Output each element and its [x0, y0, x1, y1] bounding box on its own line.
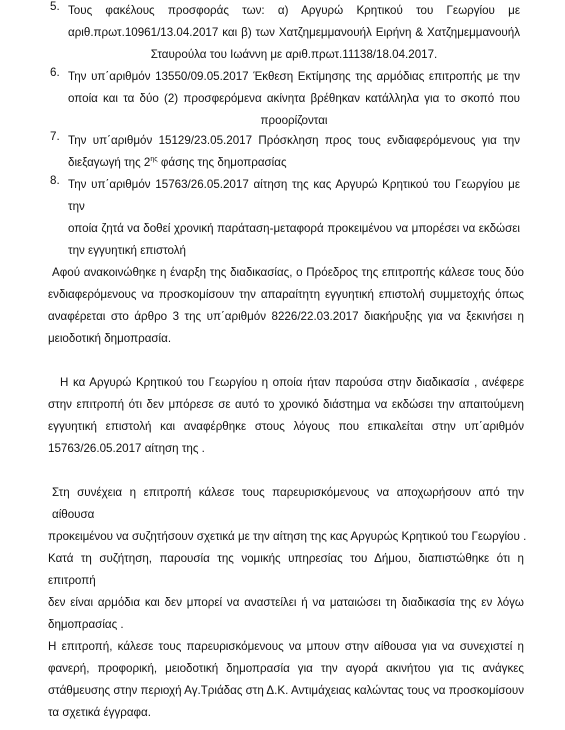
paragraph-2 — [48, 372, 524, 460]
list-item-line: οποία και τα δύο (2) προσφερόμενα ακίνητα βρέθηκαν κατάλληλα για το σκοπό που — [68, 92, 520, 105]
list-item-7 — [50, 130, 520, 174]
paragraph-line: εγγυητική επιστολή και αναφέρθηκε στους λόγους που επικαλείται στην υπ΄αριθμόν — [48, 420, 524, 433]
list-item-5 — [50, 0, 520, 66]
paragraph-3 — [48, 482, 527, 548]
paragraph-line: Η επιτροπή, κάλεσε τους παρευρισκόμενους να μπουν στην αίθουσα για να συνεχιστεί η — [48, 640, 524, 653]
list-item-number: 8. — [50, 174, 60, 187]
paragraph-line: Αφού ανακοινώθηκε η έναρξη της διαδικασίας, ο Πρόεδρος της επιτροπής κάλεσε τους δύο — [52, 266, 524, 279]
list-item-number: 5. — [50, 0, 60, 13]
paragraph-4 — [48, 548, 524, 636]
paragraph-line: στάθμευσης στην περιοχή Αγ.Τριάδας στη Δ.Κ. Αντιμάχειας καλώντας τους να προσκομίσουν — [48, 684, 524, 697]
paragraph-line: ενδιαφερόμενους να προσκομίσουν την απαραίτητη εγγυητική επιστολή συμμετοχής όπως — [48, 288, 524, 301]
list-item-line: αριθ.πρωτ.10961/13.04.2017 και β) των Χατζημεμμανουήλ Ειρήνη & Χατζημεμμανουήλ — [68, 26, 520, 39]
paragraph-line: Η κα Αργυρώ Κρητικού του Γεωργίου η οποία ήταν παρούσα στην διαδικασία , ανέφερε — [60, 376, 524, 389]
list-item-line: Την υπ΄αριθμόν 13550/09.05.2017 Έκθεση Εκτίμησης της αρμόδιας επιτροπής με την — [68, 70, 520, 83]
paragraph-line: στην επιτροπή ότι δεν μπόρεσε σε αυτό το χρονικό διάστημα να εκδώσει την απαιτούμενη — [48, 398, 524, 411]
list-item-line: οποία ζητά να δοθεί χρονική παράταση-μεταφορά προκειμένου να μπορέσει να εκδώσει — [68, 222, 520, 235]
paragraph-line: προκειμένου να συζητήσουν σχετικά με την αίτηση της κας Αργυρώς Κρητικού του Γεωργίου . — [48, 530, 527, 543]
paragraph-1 — [48, 262, 524, 350]
list-item-line: Τους φακέλους προσφοράς των: α) Αργυρώ Κρητικού του Γεωργίου με — [68, 4, 520, 17]
list-item-6 — [50, 66, 520, 132]
list-item-line: διεξαγωγή της $2^{\eta\varsigma}$ φάσης της δημοπρασίας — [68, 156, 287, 169]
paragraph-line: 15763/26.05.2017 αίτηση της . — [48, 442, 205, 455]
superscript: ης — [150, 156, 158, 164]
paragraph-line: δημοπρασίας . — [48, 618, 124, 631]
paragraph-line: τα σχετικά έγγραφα. — [48, 706, 151, 719]
list-item-line: την εγγυητική επιστολή — [68, 244, 187, 257]
list-item-line: Σταυρούλα του Ιωάννη με αριθ.πρωτ.11138/18.04.2017. — [150, 48, 438, 61]
paragraph-line: μειοδοτική δημοπρασία. — [48, 332, 172, 345]
list-item-number: 7. — [50, 130, 60, 143]
paragraph-line: φανερή, προφορική, μειοδοτική δημοπρασία για την αγορά ακινήτου για τις ανάγκες — [48, 662, 524, 675]
list-item-line: Την υπ΄αριθμόν 15763/26.05.2017 αίτηση της κας Αργυρώ Κρητικού του Γεωργίου με την — [68, 178, 520, 213]
paragraph-line: Στη συνέχεια η επιτροπή κάλεσε τους παρευρισκόμενους να αποχωρήσουν από την αίθουσα — [52, 486, 524, 521]
paragraph-line: αναφέρεται στο άρθρο 3 της υπ΄αριθμόν 8226/22.03.2017 διακήρυξης για να ξεκινήσει η — [48, 310, 524, 323]
list-item-number: 6. — [50, 66, 60, 79]
paragraph-5 — [48, 636, 524, 724]
paragraph-line: δεν είναι αρμόδια και δεν μπορεί να αναστείλει ή να ματαιώσει τη διαδικασία της εν λόγω — [48, 596, 524, 609]
list-item-line: Την υπ΄αριθμόν 15129/23.05.2017 Πρόσκληση προς τους ενδιαφερόμενους για την — [68, 134, 520, 147]
paragraph-line: Κατά τη συζήτηση, παρουσία της νομικής υπηρεσίας του Δήμου, διαπιστώθηκε ότι η επιτροπή — [48, 552, 524, 587]
list-item-8 — [50, 174, 520, 262]
list-item-line: προορίζονται — [260, 114, 328, 127]
